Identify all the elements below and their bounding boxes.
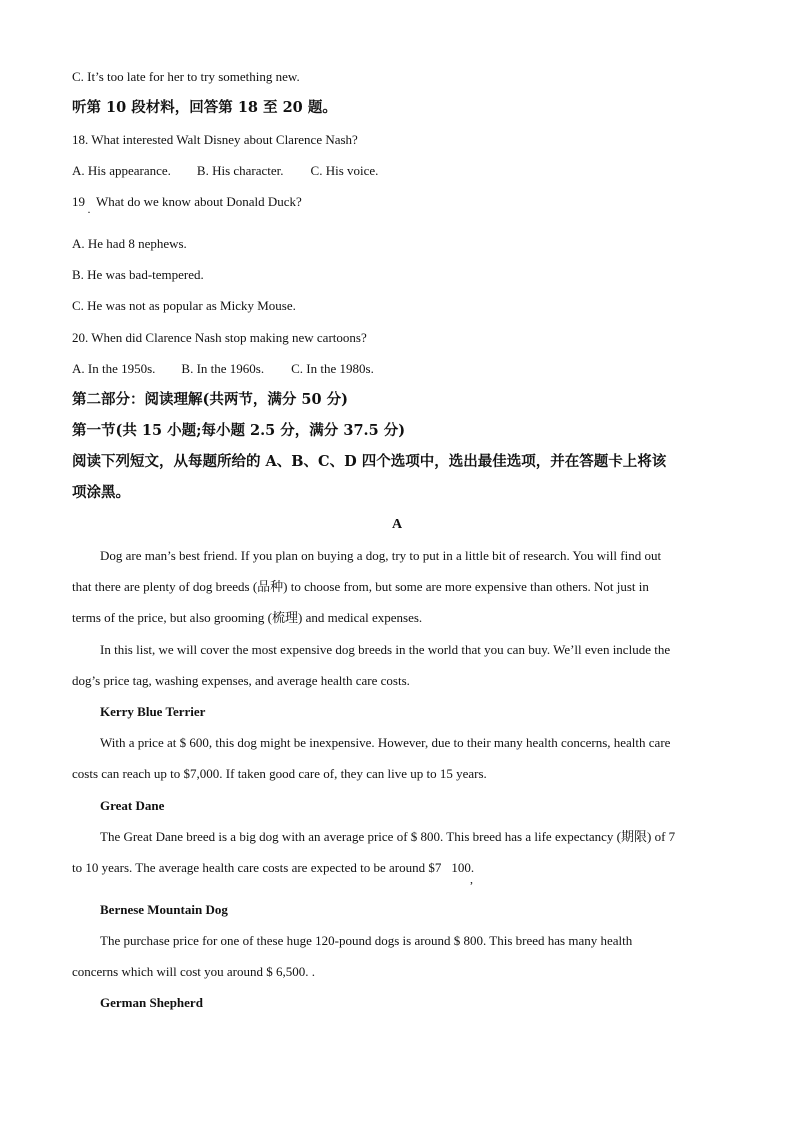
q19-text: What do we know about Donald Duck? — [96, 194, 302, 209]
question-20: 20. When did Clarence Nash stop making new cartoons? — [72, 330, 367, 345]
heading-great-dane: Great Dane — [100, 798, 165, 813]
paragraph-4-line-2-part-1: to 10 years. The average health care costs are expected to be around $7 — [72, 860, 442, 875]
paragraph-3-line-2: costs can reach up to $7,000. If taken good care of, they can live up to 15 years. — [72, 766, 487, 781]
paragraph-1-line-1: Dog are man’s best friend. If you plan on buying a dog, try to put in a little bit of research. You will find out — [100, 548, 662, 563]
q20-option-c: C. In the 1980s. — [291, 361, 374, 376]
question-18-options — [72, 163, 378, 179]
paragraph-2-line-1: In this list, we will cover the most expensive dog breeds in the world that you can buy. We’ll even include the — [100, 642, 671, 657]
paragraph-1-line-3: terms of the price, but also grooming (梳理) and medical expenses. — [72, 610, 423, 625]
section-1-heading: 第一节(共 15 小题;每小题 2.5 分，满分 37.5 分) — [72, 422, 406, 439]
q17-option-c: C. It’s too late for her to try something new. — [72, 69, 300, 84]
q20-option-b: B. In the 1960s. — [181, 361, 265, 376]
question-19 — [72, 194, 302, 210]
paragraph-1-line-2: that there are plenty of dog breeds (品种) to choose from, but some are more expensive than others. Not just in — [72, 579, 649, 594]
question-20-options — [72, 361, 374, 377]
passage-label: A — [391, 517, 403, 532]
paragraph-2-line-2: dog’s price tag, washing expenses, and average health care costs. — [72, 673, 410, 688]
q18-option-a: A. His appearance. — [72, 163, 171, 178]
section-10-heading: 听第 10 段材料，回答第 18 至 20 题。 — [72, 99, 337, 116]
q18-option-c: C. His voice. — [310, 163, 379, 178]
instructions-line-2: 项涂黑。 — [72, 484, 130, 501]
paragraph-5-line-1: The purchase price for one of these huge 120-pound dogs is around $ 800. This breed has many health — [100, 933, 633, 948]
heading-bernese-mountain-dog: Bernese Mountain Dog — [100, 902, 228, 917]
paragraph-4-line-1: The Great Dane breed is a big dog with an average price of $ 800. This breed has a life expectancy (期限) of 7 — [100, 829, 676, 844]
heading-german-shepherd: German Shepherd — [100, 995, 203, 1010]
stray-dot-mark: · — [87, 205, 91, 219]
q20-option-a: A. In the 1950s. — [72, 361, 156, 376]
paragraph-4-line-2 — [72, 860, 474, 876]
heading-kerry-blue-terrier: Kerry Blue Terrier — [100, 704, 206, 719]
paragraph-3-line-1: With a price at $ 600, this dog might be inexpensive. However, due to their many health concerns, health care — [100, 735, 671, 750]
paragraph-5-line-2: concerns which will cost you around $ 6,500. . — [72, 964, 315, 979]
part-2-heading: 第二部分：阅读理解(共两节，满分 50 分) — [72, 391, 348, 408]
q19-number: 19 — [72, 194, 85, 209]
q18-option-b: B. His character. — [196, 163, 284, 178]
q19-option-b: B. He was bad-tempered. — [72, 267, 204, 282]
q19-option-a: A. He had 8 nephews. — [72, 236, 187, 251]
instructions-line-1: 阅读下列短文，从每题所给的 A、B、C、D 四个选项中，选出最佳选项，并在答题卡上将该 — [72, 453, 667, 470]
q19-option-c: C. He was not as popular as Micky Mouse. — [72, 298, 296, 313]
question-18: 18. What interested Walt Disney about Clarence Nash? — [72, 132, 358, 147]
stray-comma-mark: , — [470, 872, 473, 886]
paragraph-4-line-2-part-2: 100. — [451, 860, 475, 875]
